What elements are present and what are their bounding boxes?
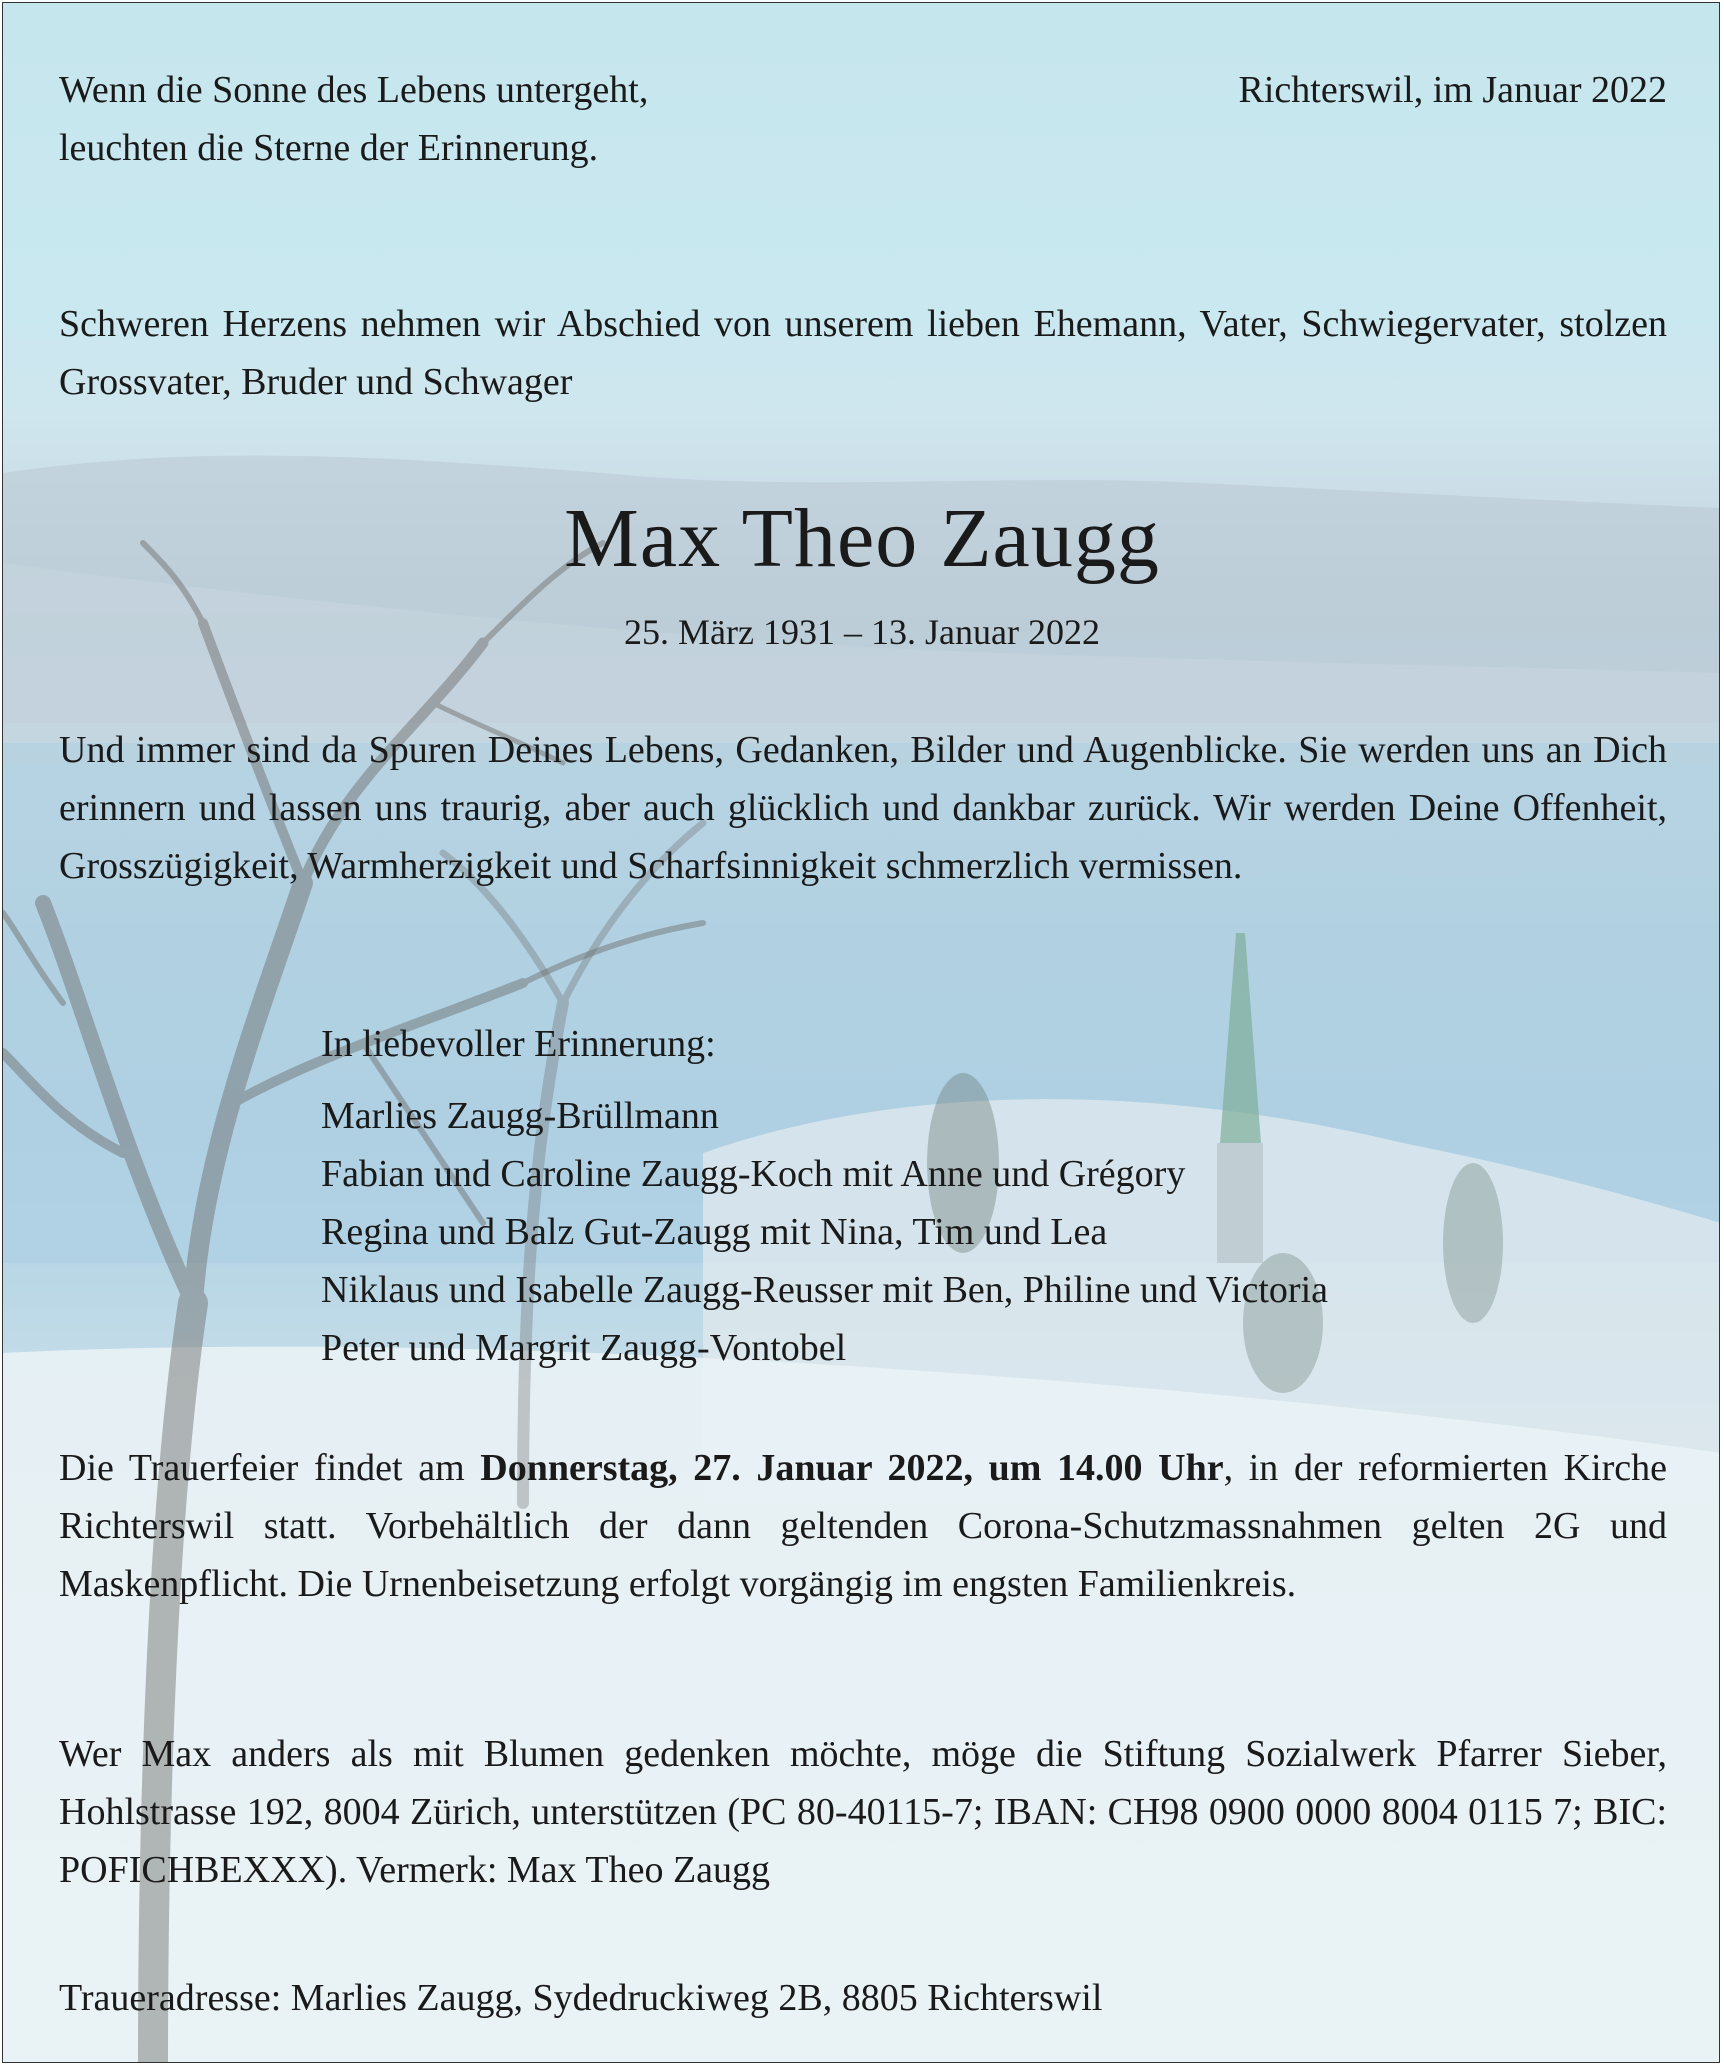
motto-line: Wenn die Sonne des Lebens untergeht,: [59, 69, 649, 111]
mourner-entry: Fabian und Caroline Zaugg-Koch mit Anne und Grégory: [321, 1153, 1186, 1195]
deceased-name: Max Theo Zaugg: [564, 492, 1160, 585]
motto-line: leuchten die Sterne der Erinnerung.: [59, 127, 599, 169]
donation-paragraph: Wer Max anders als mit Blumen gedenken möchte, möge die Stiftung Sozialwerk Pfarrer Sieber, Hohlstrasse 192, 8004 Zürich, unterstützen (PC 80-40115-7; IBAN: CH98 0900 0000 8004 0115 7; BIC: POFICHBEXXX). Vermerk: Max Theo Zaugg: [59, 1733, 1667, 1891]
ceremony-datetime: Donnerstag, 27. Januar 2022, um 14.00 Uhr: [480, 1447, 1224, 1489]
text-layer: [3, 3, 1720, 2063]
mourners-heading: In liebevoller Erinnerung:: [321, 1023, 716, 1065]
memorial-quote: Und immer sind da Spuren Deines Lebens, Gedanken, Bilder und Augenblicke. Sie werden uns an Dich erinnern und lassen uns traurig, aber auch glücklich und dankbar zurück. Wir werden Deine Offenheit, Grosszügigkeit, Warmherzigkeit und Scharfsinnigkeit schmerzlich vermissen.: [59, 729, 1667, 887]
ceremony-details: , in der reformierten Kirche Richterswil statt. Vorbehältlich der dann geltenden Corona-Schutzmassnahmen gelten 2G und Maskenpflicht. Die Urnenbeisetzung erfolgt vorgängig im engsten Familienkreis.: [59, 1447, 1667, 1605]
ceremony-paragraph: [59, 1439, 1667, 1613]
ceremony-lead: Die Trauerfeier findet am: [59, 1447, 481, 1489]
mourners-block: [321, 1015, 1621, 1377]
mourners-list: [321, 1087, 1621, 1377]
intro-paragraph: Schweren Herzens nehmen wir Abschied von unserem lieben Ehemann, Vater, Schwiegervater, stolzen Grossvater, Bruder und Schwager: [59, 303, 1667, 403]
mourner-entry: Regina und Balz Gut-Zaugg mit Nina, Tim und Lea: [321, 1211, 1108, 1253]
obituary-notice: [2, 2, 1720, 2063]
life-dates: 25. März 1931 – 13. Januar 2022: [624, 612, 1100, 652]
place-date: Richterswil, im Januar 2022: [1238, 69, 1667, 111]
mourning-address: Traueradresse: Marlies Zaugg, Sydedruckiweg 2B, 8805 Richterswil: [59, 1977, 1103, 2019]
mourner-entry: Peter und Margrit Zaugg-Vontobel: [321, 1327, 847, 1369]
motto: [59, 61, 959, 177]
mourner-entry: Marlies Zaugg-Brüllmann: [321, 1095, 719, 1137]
mourner-entry: Niklaus und Isabelle Zaugg-Reusser mit Ben, Philine und Victoria: [321, 1269, 1328, 1311]
